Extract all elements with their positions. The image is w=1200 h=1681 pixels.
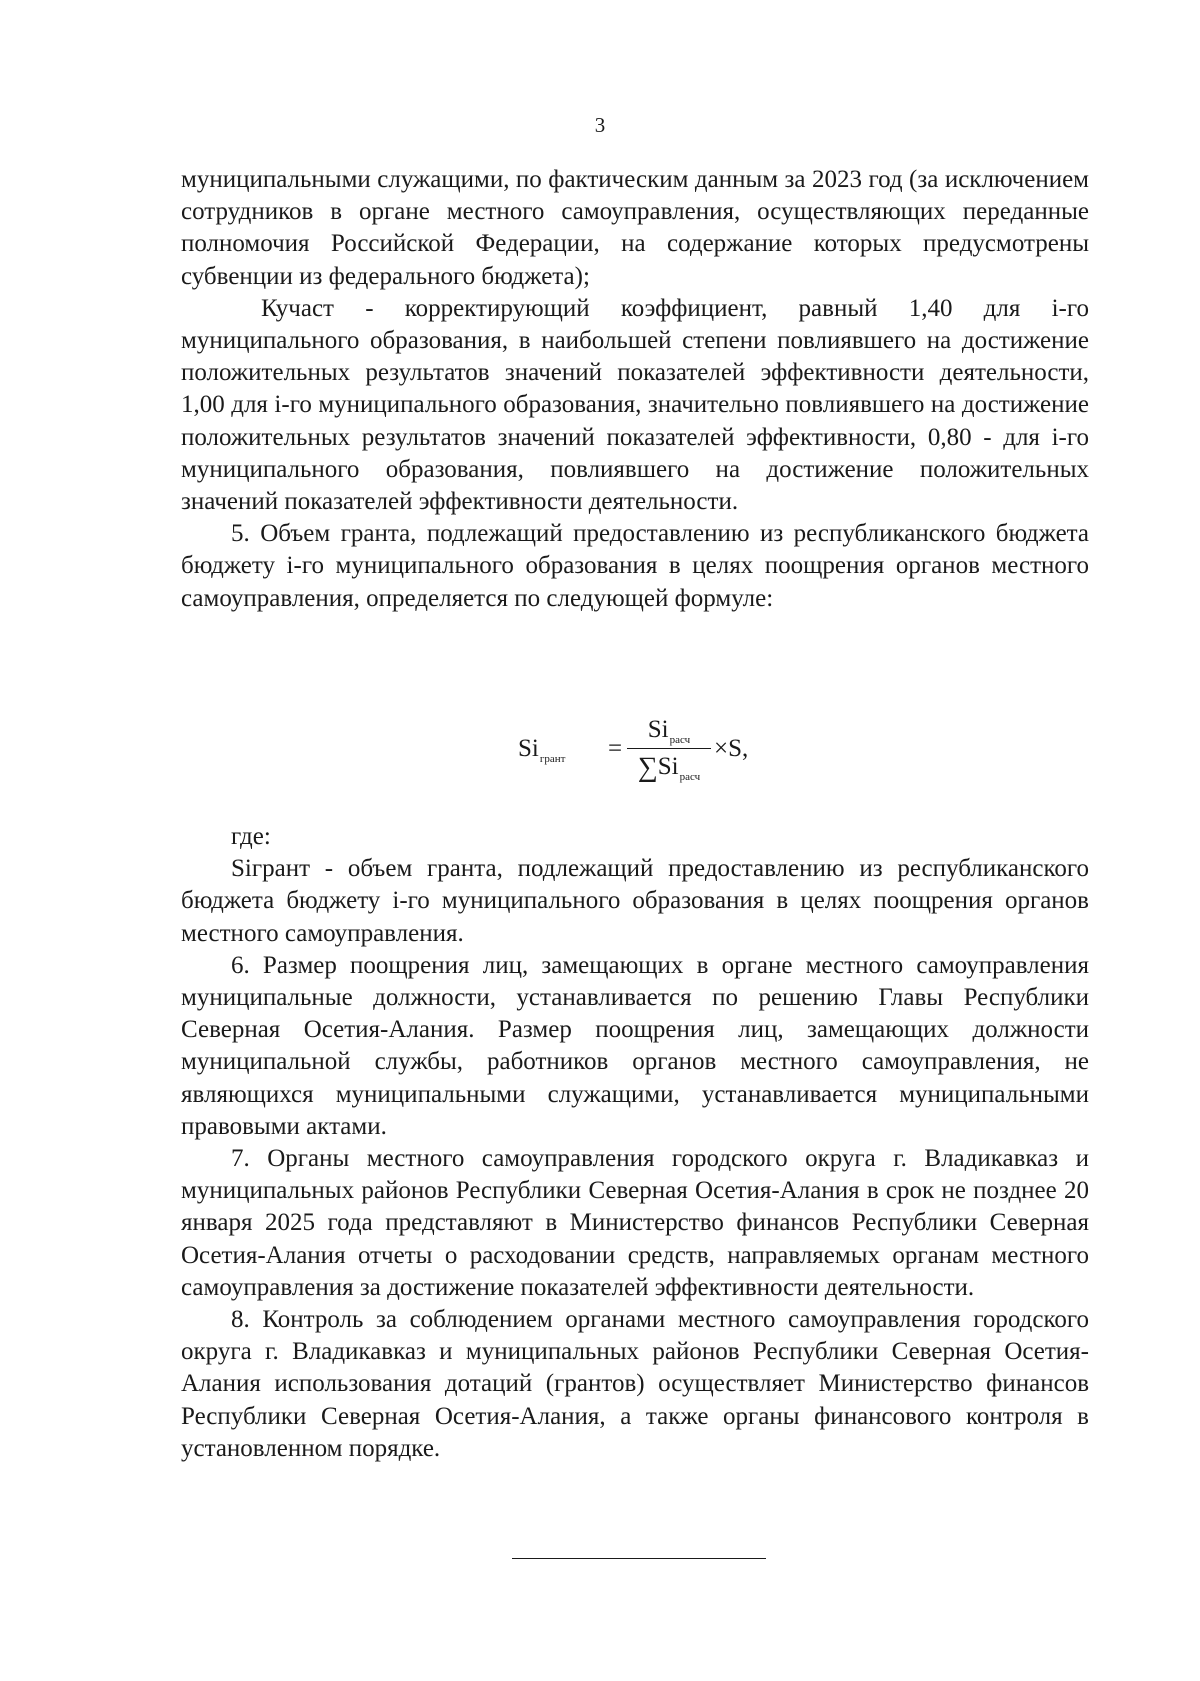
grant-formula	[518, 716, 778, 790]
paragraph-kuchast: Кучаст - корректирующий коэффициент, равный 1,40 для i-го муниципального образования, в наибольшей степени повлиявшего на достижение положительных результатов значений показателей эффективности деятельности, 1,00 для i-го муниципального образования, значительно повлиявшего на достижение положительных результатов значений показателей эффективности, 0,80 - для i-го муниципального образования, повлиявшего на достижение положительных значений показателей эффективности деятельности.	[181, 294, 1089, 516]
end-separator-line	[512, 1558, 766, 1559]
formula-denominator: $\sum Si_{расч}$	[637, 752, 701, 783]
formula-lhs: $Si_{грант}$	[518, 735, 566, 765]
sum-symbol: ∑	[637, 752, 658, 783]
paragraph-continuation: муниципальными служащими, по фактическим данным за 2023 год (за исключением сотрудников в органе местного самоуправления, осуществляющих переданные полномочия Российской Федерации, на содержание которых предусмотрены субвенции из федерального бюджета);	[181, 166, 1089, 290]
paragraph-where: где:	[231, 823, 271, 850]
formula-equals: =	[608, 735, 623, 762]
paragraph-item-8: 8. Контроль за соблюдением органами местного самоуправления городского округа г. Владикавказ и муниципальных районов Республики Северная Осетия-Алания использования дотаций (грантов) осуществляет Министерство финансов Республики Северная Осетия-Алания, а также органы финансового контроля в установленном порядке.	[181, 1306, 1089, 1462]
page-number: 3	[594, 113, 606, 137]
formula-fraction	[627, 716, 711, 793]
paragraph-item-6: 6. Размер поощрения лиц, замещающих в органе местного самоуправления муниципальные должности, устанавливается по решению Главы Республики Северная Осетия-Алания. Размер поощрения лиц, замещающих должности муниципальной службы, работников органов местного самоуправления, не являющихся муниципальными служащими, устанавливается муниципальными правовыми актами.	[181, 951, 1089, 1140]
body-text-bottom	[181, 821, 1089, 1465]
paragraph-item-7: 7. Органы местного самоуправления городского округа г. Владикавказ и муниципальных районов Республики Северная Осетия-Алания в срок не позднее 20 января 2025 года представляют в Министерство финансов Республики Северная Осетия-Алания отчеты о расходовании средств, направляемых органам местного самоуправления за достижение показателей эффективности деятельности.	[181, 1145, 1089, 1301]
body-text-top	[181, 164, 1089, 615]
paragraph-item-5: 5. Объем гранта, подлежащий предоставлению из республиканского бюджета бюджету i-го муниципального образования в целях поощрения органов местного самоуправления, определяется по следующей формуле:	[181, 520, 1089, 612]
paragraph-sigrant-definition: Siгрант - объем гранта, подлежащий предоставлению из республиканского бюджета бюджету i-го муниципального образования в целях поощрения органов местного самоуправления.	[181, 855, 1089, 947]
formula-multiplier: ×S,	[714, 735, 749, 762]
formula-numerator: $Si_{расч}$	[647, 716, 691, 746]
fraction-bar	[627, 748, 711, 749]
